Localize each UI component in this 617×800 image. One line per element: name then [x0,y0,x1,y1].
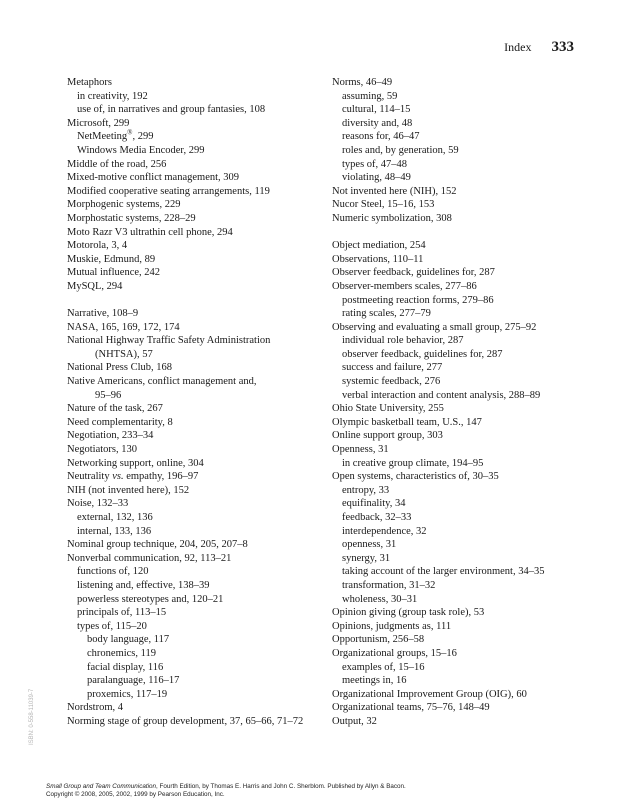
letter-group-gap [332,226,582,240]
entry-text: systemic feedback, 276 [342,376,441,388]
index-subentry [67,647,317,661]
entry-text: Nucor Steel, 15–16, 153 [332,199,435,211]
entry-text: in creative group climate, 194–95 [342,457,484,469]
entry-text: chronemics, 119 [87,647,157,659]
entry-text: roles and, by generation, 59 [342,144,459,156]
index-entry [67,701,317,715]
index-entry [67,280,317,294]
index-entry [67,307,317,321]
index-entry [332,198,582,212]
index-entry [332,688,582,702]
isbn-side-note: ISBN: 0-558-11039-7 [29,688,35,745]
index-entry [67,212,317,226]
index-subentry [332,552,582,566]
index-subentry [332,334,582,348]
index-entry [332,470,582,484]
page-header [274,38,574,58]
entry-text: Online support group, 303 [332,430,443,442]
index-entry [332,620,582,634]
entry-text: Modified cooperative seating arrangements, 119 [67,185,270,197]
entry-text: National Highway Traffic Safety Administration [67,335,271,347]
index-subentry [332,361,582,375]
entry-text: Norming stage of group development, 37, 65–66, 71–72 [67,715,304,727]
index-entry [67,158,317,172]
entry-text: Opinions, judgments as, 111 [332,620,452,632]
entry-text: Object mediation, 254 [332,240,426,252]
entry-text: Nordstrom, 4 [67,702,123,714]
entry-text: cultural, 114–15 [342,104,411,116]
index-subentry [67,130,317,144]
entry-text: powerless stereotypes and, 120–21 [77,593,224,605]
entry-text: verbal interaction and content analysis, 288–89 [342,389,541,401]
entry-text: types of, 115–20 [77,620,147,632]
index-subentry [332,661,582,675]
index-subentry [332,307,582,321]
entry-text: diversity and, 48 [342,117,413,129]
index-entry [332,715,582,729]
index-subentry [67,688,317,702]
entry-text: Open systems, characteristics of, 30–35 [332,471,499,483]
index-entry [67,185,317,199]
footer-line-1 [46,783,586,791]
entry-text: Narrative, 108–9 [67,308,139,320]
index-entry [67,429,317,443]
index-subentry [67,103,317,117]
index-entry [332,253,582,267]
registered-mark: ® [127,128,133,137]
index-entry [332,416,582,430]
entry-text: use of, in narratives and group fantasies, 108 [77,104,266,116]
entry-text: Native Americans, conflict management and, [67,376,257,388]
index-subentry [332,389,582,403]
index-subentry [332,457,582,471]
entry-text: functions of, 120 [77,566,149,578]
entry-text: NASA, 165, 169, 172, 174 [67,321,180,333]
index-subentry [67,511,317,525]
index-subentry [332,674,582,688]
index-column-right [332,76,582,729]
index-subentry [67,593,317,607]
index-entry [67,375,317,402]
index-subentry [332,593,582,607]
entry-text: , 299 [132,131,154,143]
entry-text: individual role behavior, 287 [342,335,464,347]
entry-text: Mutual influence, 242 [67,267,161,279]
index-subentry [332,484,582,498]
index-subentry [332,103,582,117]
index-subentry [332,144,582,158]
entry-text: openness, 31 [342,539,397,551]
index-entry [67,470,317,484]
index-subentry [332,525,582,539]
entry-text: principals of, 113–15 [77,607,167,619]
entry-text: Morphostatic systems, 228–29 [67,212,196,224]
entry-text: Moto Razr V3 ultrathin cell phone, 294 [67,226,233,238]
entry-continuation: 95–96 [95,389,122,401]
entry-text: body language, 117 [87,634,170,646]
index-entry [332,280,582,294]
index-subentry [67,90,317,104]
entry-text: Mixed-motive conflict management, 309 [67,172,240,184]
index-subentry [332,90,582,104]
entry-text: Olympic basketball team, U.S., 147 [332,416,482,428]
entry-text: reasons for, 46–47 [342,131,420,143]
index-entry [67,715,317,729]
index-entry [332,606,582,620]
entry-text: Nature of the task, 267 [67,403,163,415]
entry-text: violating, 48–49 [342,172,411,184]
entry-text: Negotiation, 233–34 [67,430,154,442]
entry-text: Openness, 31 [332,444,389,456]
index-entry [67,334,317,361]
index-entry [332,212,582,226]
index-subentry [67,525,317,539]
index-subentry [67,633,317,647]
index-entry [67,76,317,90]
entry-text: Noise, 132–33 [67,498,129,510]
index-entry [67,538,317,552]
entry-text: Neutrality [67,471,113,483]
page-number: 333 [551,39,574,55]
footer-publication-info: , Fourth Edition, by Thomas E. Harris and John C. Sherblom. Published by Allyn & Bacon. [156,783,406,790]
index-entry [332,402,582,416]
index-entry [332,443,582,457]
index-entry [332,266,582,280]
index-entry [67,552,317,566]
entry-text: success and failure, 277 [342,362,443,374]
index-entry [67,402,317,416]
index-subentry [332,130,582,144]
entry-text: NetMeeting [77,131,128,143]
index-subentry [332,348,582,362]
index-entry [332,647,582,661]
entry-text: entropy, 33 [342,484,390,496]
entry-text: meetings in, 16 [342,675,407,687]
index-entry [67,497,317,511]
index-entry [332,239,582,253]
index-entry [67,171,317,185]
entry-text: Windows Media Encoder, 299 [77,144,205,156]
entry-italic-text: vs. [112,471,124,483]
letter-group-gap [67,294,317,308]
entry-text: Opinion giving (group task role), 53 [332,607,485,619]
entry-text: Organizational groups, 15–16 [332,647,457,659]
entry-text: Negotiators, 130 [67,444,137,456]
entry-text: NIH (not invented here), 152 [67,484,190,496]
entry-text: empathy, 196–97 [123,471,199,483]
entry-text: facial display, 116 [87,661,164,673]
entry-text: Organizational teams, 75–76, 148–49 [332,702,490,714]
entry-text: Not invented here (NIH), 152 [332,185,457,197]
entry-text: examples of, 15–16 [342,661,425,673]
index-entry [332,429,582,443]
entry-text: Observations, 110–11 [332,253,424,265]
entry-text: Networking support, online, 304 [67,457,204,469]
entry-text: Microsoft, 299 [67,117,130,129]
entry-text: paralanguage, 116–17 [87,675,180,687]
index-subentry [332,117,582,131]
entry-text: wholeness, 30–31 [342,593,418,605]
entry-text: Morphogenic systems, 229 [67,199,181,211]
index-entry [67,484,317,498]
index-entry [67,198,317,212]
index-subentry [332,375,582,389]
index-subentry [332,565,582,579]
index-entry [332,185,582,199]
footer-book-title: Small Group and Team Communication [46,783,157,790]
entry-text: National Press Club, 168 [67,362,172,374]
index-subentry [67,661,317,675]
entry-text: feedback, 32–33 [342,512,412,523]
index-subentry [332,579,582,593]
index-subentry [67,565,317,579]
entry-text: Motorola, 3, 4 [67,240,128,252]
entry-text: synergy, 31 [342,552,391,564]
entry-text: internal, 133, 136 [77,525,152,537]
index-subentry [67,144,317,158]
entry-text: Observing and evaluating a small group, 275–92 [332,321,537,333]
index-entry [67,457,317,471]
index-entry [67,321,317,335]
entry-text: Observer feedback, guidelines for, 287 [332,267,495,279]
entry-text: Nonverbal communication, 92, 113–21 [67,552,232,564]
entry-text: Need complementarity, 8 [67,416,173,428]
index-entry [67,226,317,240]
index-subentry [67,579,317,593]
entry-text: Metaphors [67,77,112,88]
index-entry [67,253,317,267]
entry-text: assuming, 59 [342,90,398,102]
entry-text: Organizational Improvement Group (OIG), 60 [332,688,527,700]
entry-text: Opportunism, 256–58 [332,634,425,646]
index-entry [332,701,582,715]
entry-text: Numeric symbolization, 308 [332,212,452,224]
index-entry [67,361,317,375]
entry-text: postmeeting reaction forms, 279–86 [342,294,494,306]
entry-text: rating scales, 277–79 [342,308,431,320]
index-entry [332,633,582,647]
entry-text: types of, 47–48 [342,158,408,170]
index-entry [332,76,582,90]
entry-text: observer feedback, guidelines for, 287 [342,348,503,360]
index-entry [67,266,317,280]
copyright-footer [46,783,586,799]
entry-text: interdependence, 32 [342,525,427,537]
entry-text: MySQL, 294 [67,280,123,292]
index-entry [67,117,317,131]
entry-text: Ohio State University, 255 [332,403,444,415]
entry-continuation: (NHTSA), 57 [95,348,153,360]
entry-text: Output, 32 [332,715,377,727]
index-subentry [332,171,582,185]
entry-text: Norms, 46–49 [332,77,393,88]
index-subentry [332,158,582,172]
footer-line-2: Copyright © 2008, 2005, 2002, 1999 by Pearson Education, Inc. [46,791,225,798]
entry-text: in creativity, 192 [77,90,148,102]
index-subentry [332,497,582,511]
entry-text: transformation, 31–32 [342,579,436,591]
entry-text: Middle of the road, 256 [67,158,167,170]
entry-text: listening and, effective, 138–39 [77,579,210,591]
index-entry [332,321,582,335]
index-entry [67,239,317,253]
index-column-left [67,76,317,729]
index-subentry [332,511,582,525]
entry-text: Observer-members scales, 277–86 [332,280,477,292]
index-subentry [67,620,317,634]
entry-text: proxemics, 117–19 [87,688,168,700]
index-subentry [332,538,582,552]
entry-text: taking account of the larger environment, 34–35 [342,566,545,578]
running-head: Index [504,40,532,54]
index-subentry [332,294,582,308]
index-entry [67,416,317,430]
index-subentry [67,674,317,688]
entry-text: Nominal group technique, 204, 205, 207–8 [67,539,248,551]
entry-text: external, 132, 136 [77,512,153,523]
index-subentry [67,606,317,620]
entry-text: Muskie, Edmund, 89 [67,253,156,265]
index-entry [67,443,317,457]
entry-text: equifinality, 34 [342,498,406,510]
